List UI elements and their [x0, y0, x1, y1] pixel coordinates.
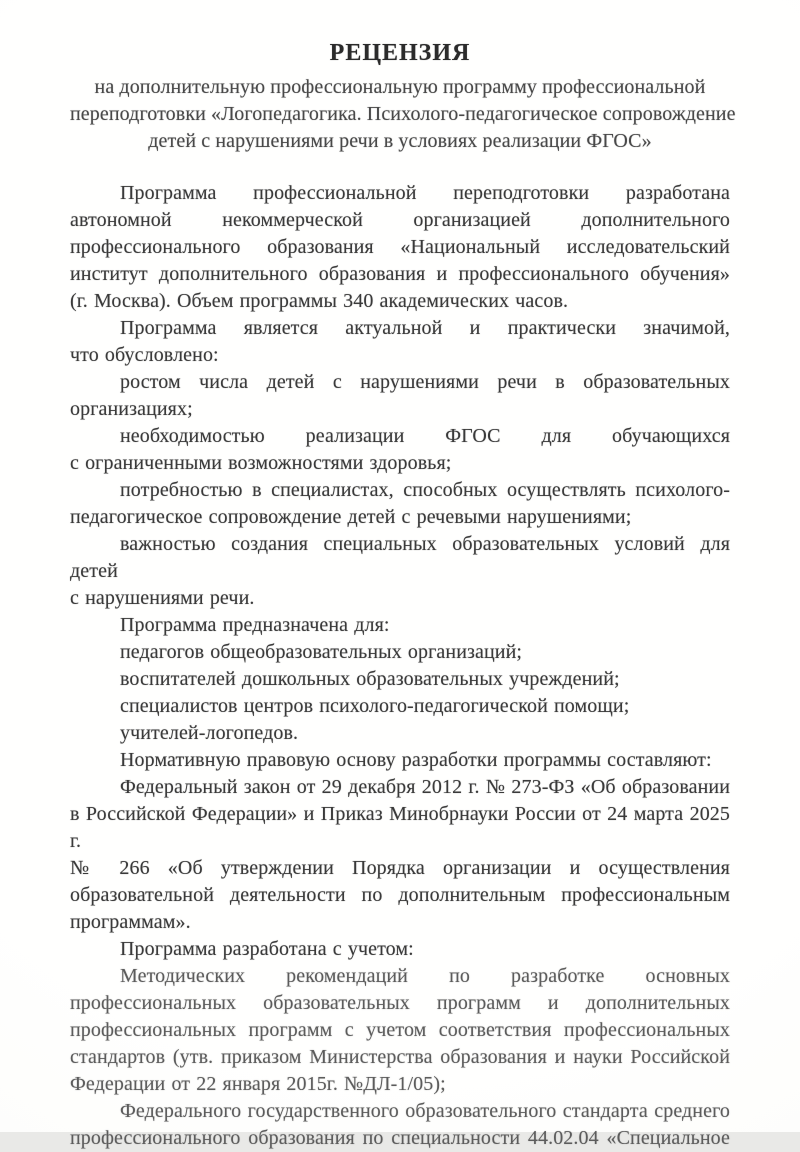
text-line: важностью создания специальных образовательных условий для детей: [70, 533, 730, 582]
text-line: что обусловлено:: [70, 344, 219, 366]
paragraph: [70, 180, 730, 315]
paragraph: [70, 639, 730, 666]
text-line: воспитателей дошкольных образовательных учреждений;: [120, 668, 620, 690]
document-title: РЕЦЕНЗИЯ: [329, 40, 471, 66]
paragraph: [70, 774, 730, 936]
paragraph: [70, 936, 730, 963]
paragraph: [70, 720, 730, 747]
text-line: № 266 «Об утверждении Порядка организации и осуществления: [70, 857, 730, 879]
text-line: Федерации от 22 января 2015г. №ДЛ-1/05);: [70, 1073, 446, 1095]
document-subtitle: [70, 74, 736, 155]
text-line: Федеральный закон от 29 декабря 2012 г. № 273-ФЗ «Об образовании: [120, 776, 730, 798]
text-line: Программа профессиональной переподготовки разработана: [120, 182, 730, 204]
text-line: потребностью в специалистах, способных осуществлять психолого-: [120, 479, 730, 501]
text-line: Программа разработана с учетом:: [120, 938, 414, 960]
paragraph: [70, 747, 730, 774]
paragraph: [70, 369, 730, 423]
text-line: Программа предназначена для:: [120, 614, 390, 636]
text-line: с ограниченными возможностями здоровья;: [70, 452, 452, 474]
document-body: [70, 180, 730, 1152]
text-line: автономной некоммерческой организацией дополнительного: [70, 209, 730, 231]
text-line: Нормативную правовую основу разработки программы составляют:: [120, 749, 712, 771]
text-line: Программа является актуальной и практически значимой,: [120, 317, 730, 339]
text-line: учителей-логопедов.: [120, 722, 299, 744]
paragraph: [70, 963, 730, 1098]
paragraph: [70, 531, 730, 612]
text-line: педагогов общеобразовательных организаций;: [120, 641, 523, 663]
text-line: Методических рекомендаций по разработке основных: [120, 965, 730, 987]
text-line: профессиональных образовательных программ и дополнительных: [70, 992, 730, 1014]
subtitle-line: на дополнительную профессиональную программу профессиональной: [94, 76, 706, 98]
paragraph: [70, 693, 730, 720]
text-line: специалистов центров психолого-педагогической помощи;: [120, 695, 630, 717]
text-line: профессиональных программ с учетом соответствия профессиональных: [70, 1019, 730, 1041]
paragraph: [70, 315, 730, 369]
review-document: [70, 38, 736, 1152]
text-line: организациях;: [70, 398, 193, 420]
text-line: педагогическое сопровождение детей с речевыми нарушениями;: [70, 506, 632, 528]
paragraph: [70, 423, 730, 477]
subtitle-line: детей с нарушениями речи в условиях реализации ФГОС»: [148, 130, 652, 152]
text-line: (г. Москва). Объем программы 340 академических часов.: [70, 290, 569, 312]
text-line: институт дополнительного образования и профессионального обучения»: [70, 263, 730, 285]
paragraph: [70, 612, 730, 639]
text-line: стандартов (утв. приказом Министерства образования и науки Российской: [70, 1046, 730, 1068]
paragraph: [70, 477, 730, 531]
text-line: профессионального образования по специальности 44.02.04 «Специальное: [70, 1127, 730, 1149]
paragraph: [70, 1098, 730, 1152]
text-line: образовательной деятельности по дополнительным профессиональным: [70, 884, 730, 906]
text-line: необходимостью реализации ФГОС для обучающихся: [120, 425, 730, 447]
text-line: в Российской Федерации» и Приказ Минобрнауки России от 24 марта 2025 г.: [70, 803, 730, 852]
paragraph: [70, 666, 730, 693]
text-line: Федерального государственного образовательного стандарта среднего: [120, 1100, 730, 1122]
text-line: ростом числа детей с нарушениями речи в образовательных: [120, 371, 730, 393]
text-line: программам».: [70, 911, 191, 933]
subtitle-line: переподготовки «Логопедагогика. Психолого-педагогическое сопровождение: [70, 103, 736, 125]
text-line: профессионального образования «Национальный исследовательский: [70, 236, 730, 258]
text-line: с нарушениями речи.: [70, 587, 255, 609]
